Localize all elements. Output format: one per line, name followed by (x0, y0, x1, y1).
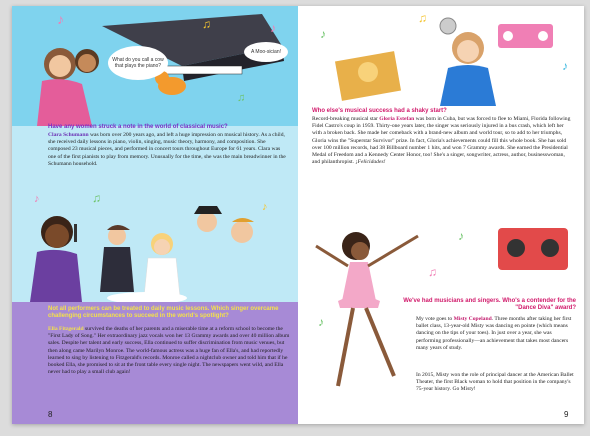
misty-copeland-paragraph: My vote goes to Misty Copeland. Three months after taking her first ballet class, 13-year-old Misty was dancing en pointe (which means dancing on the tips of your toes). In just over a year, she was performing professionally—an achievement that takes most dancers many years of study. (416, 316, 572, 351)
svg-text:♪: ♪ (318, 315, 324, 329)
svg-text:♫: ♫ (428, 265, 437, 279)
left-page (12, 6, 298, 424)
svg-text:♪: ♪ (270, 21, 276, 35)
question-overcoming-circumstances: Not all performers can be treated to daily music lessons. Which singer overcame challenging circumstances to succeed in the world's spotlight? (48, 306, 279, 319)
clara-schumann-paragraph: Clara Schumann was born over 200 years ago, and left a huge impression on musical history. As a child, she received daily lessons in piano, violin, singing, music theory, harmony, and composition. She composed 23 musical pieces, and performed in concert tours throughout Europe for 61 years. Clara was one of the first pianists to play from memory. Unusually for the time, she was the main breadwinner in the Schumann household. (48, 132, 286, 167)
page-number-right: 9 (564, 410, 569, 419)
question-shaky-start: Who else's musical success had a shaky start? (312, 108, 447, 114)
svg-text:♫: ♫ (418, 11, 427, 25)
svg-text:♫: ♫ (202, 17, 211, 31)
joke-speech-bubble: What do you call a cow that plays the piano? (108, 46, 168, 80)
svg-text:♪: ♪ (562, 59, 568, 73)
question-dance-diva: We've had musicians and singers. Who's a contender for the "Dance Diva" award? (403, 298, 576, 311)
svg-text:♪: ♪ (458, 229, 464, 243)
svg-text:♫: ♫ (237, 92, 246, 104)
svg-text:♪: ♪ (320, 27, 326, 41)
svg-text:♪: ♪ (57, 13, 64, 28)
misty-copeland-paragraph-2: In 2015, Misty won the role of principal dancer at the American Ballet Theater, the first Black woman to hold that position in the company's 75-year history. Go Misty! (416, 372, 574, 393)
svg-text:♪: ♪ (262, 201, 268, 213)
jazz-club-illustration (12, 192, 298, 302)
right-page (298, 6, 584, 424)
ella-fitzgerald-paragraph: Ella Fitzgerald survived the deaths of her parents and a miserable time at a reform school to become the "First Lady of Song." Her extraordinary jazz vocals won her 13 Grammy awards and over 40 million album sales. Despite her talent and early success, Ella continued to suffer discrimination from music venues, but then along came Marilyn Monroe. The world-famous actress was a huge fan of Ella's, and had reportedly learned to sing by listening to Fitzgerald's records. Monroe called a nightclub owner and told him that if he booked Ella, she promised to sit at the front table every single night. The newspapers went wild, and Ella never had to play a small club again! (48, 326, 290, 376)
gloria-estefan-paragraph: Record-breaking musical star Gloria Estefan was born in Cuba, but was forced to flee to Miami, Florida following Fidel Castro's coup in 1959. Thirty-one years later, the singer was seriously injured in a bus crash, which left her with a broken back. She made her comeback with a brand-new album and world tour, so to add to her triumphs, Gloria wins the "Superstar Survivor" prize. In fact, Gloria's achievements could fill this whole book. She has sold over 100 million records, had 38 Billboard number 1 hits, and won 7 Grammy awards. She earned the Presidential Medal of Freedom and a Kennedy Center Honor, too! She's a singer, songwriter, actress, author, businesswoman, and philanthropist. ¡Felicidades! (312, 116, 571, 166)
svg-text:♫: ♫ (92, 192, 101, 205)
page-number-left: 8 (48, 410, 53, 419)
gloria-estefan-illustration (298, 6, 584, 106)
book-spread (12, 6, 584, 424)
question-classical-music: Have any women struck a note in the world of classical music? (48, 124, 228, 130)
cat-speech-bubble: A Moo-sician! (244, 42, 288, 62)
svg-text:♪: ♪ (34, 193, 40, 205)
